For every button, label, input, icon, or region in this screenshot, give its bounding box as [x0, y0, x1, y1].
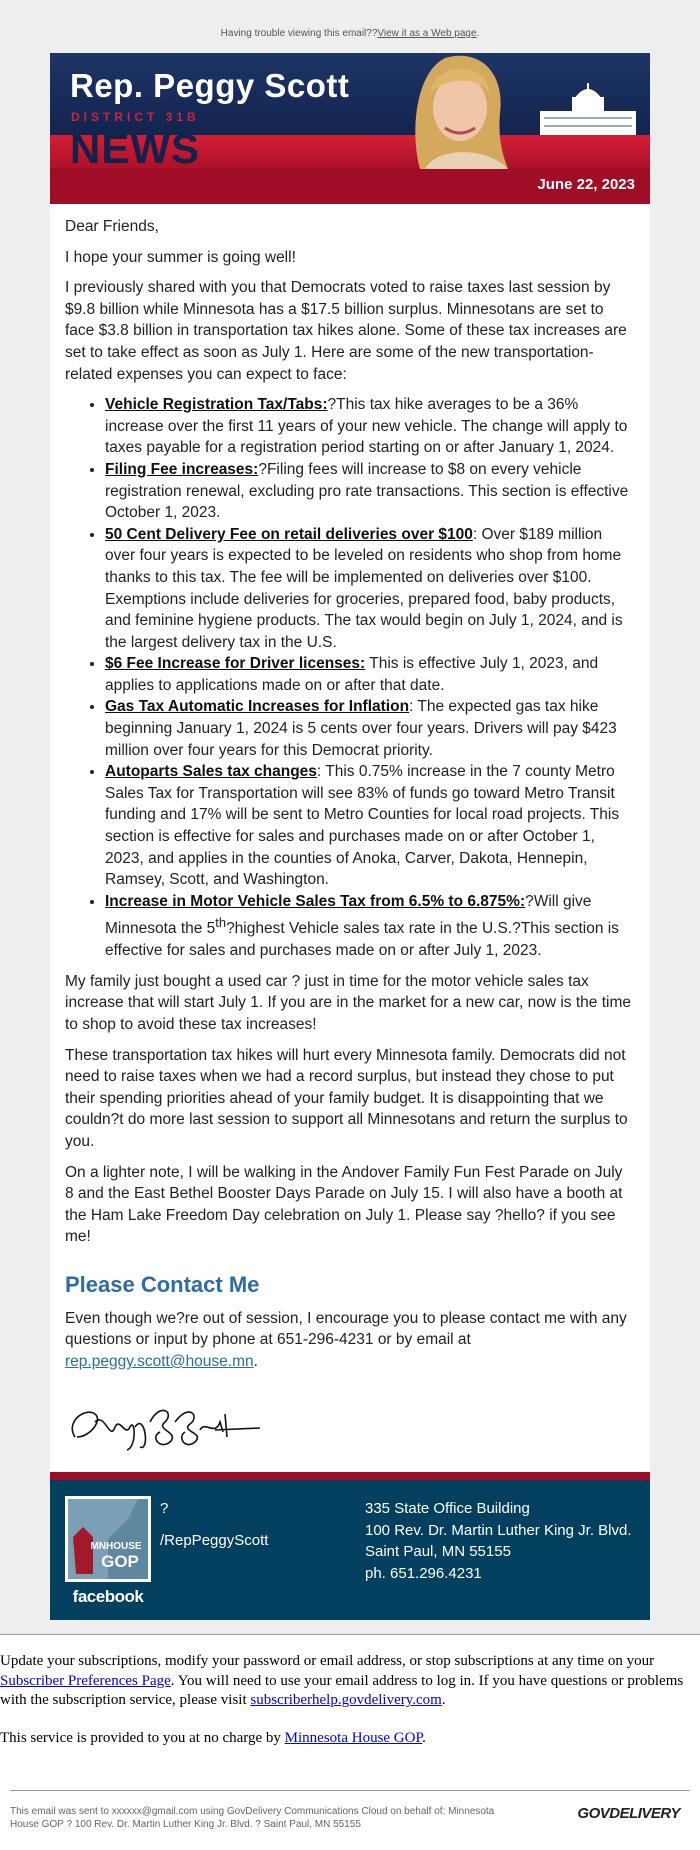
contact-paragraph — [65, 1308, 635, 1373]
address-line: 100 Rev. Dr. Martin Luther King Jr. Blvd. — [365, 1521, 632, 1539]
subscriber-preferences-link[interactable]: Subscriber Preferences Page — [0, 1672, 171, 1689]
contact-text: Even though we?re out of session, I encourage you to please contact me with any questions or input by phone at 651-296-4231 or by email at — [65, 1309, 627, 1349]
item-title: $6 Fee Increase for Driver licenses: — [105, 655, 366, 673]
subscription-paragraph — [0, 1652, 700, 1711]
email-container — [50, 53, 650, 1620]
paragraph: My family just bought a used car ? just in time for the motor vehicle sales tax increase that will start July 1. If you are in the market for a new car, now is the time to shop to avoid these tax increases! — [65, 972, 631, 1033]
item-text: ?Filing fees will increase to $8 on every vehicle registration renewal, excluding pro rate transactions. This section is effective October 1, 2023. — [105, 460, 629, 522]
item-title: Increase in Motor Vehicle Sales Tax from 6.5% to 6.875%: — [105, 892, 526, 910]
office-address — [365, 1498, 632, 1584]
svg-text:MNHOUSE: MNHOUSE — [90, 1541, 142, 1553]
text: Update your subscriptions, modify your password or email address, or stop subscriptions at any time on your — [0, 1653, 655, 1670]
view-online-bar — [0, 28, 700, 53]
rep-name: Rep. Peggy Scott — [70, 67, 350, 104]
facebook-label: facebook — [72, 1587, 144, 1607]
list-item — [105, 696, 635, 761]
trouble-text: Having trouble viewing this email?? — [220, 28, 378, 39]
footer-unknown-char: ? — [160, 1500, 169, 1518]
list-item — [105, 761, 635, 891]
address-line: 335 State Office Building — [365, 1500, 530, 1518]
paragraph: These transportation tax hikes will hurt every Minnesota family. Democrats did not need to raise taxes when we had a record surplus, but instead they chose to put their spending priorities ahead of your family budget. It is disappointing that we couldn?t do more last session to support all Minnesotans and return the surplus to you. — [65, 1046, 628, 1150]
list-item — [105, 653, 635, 696]
list-item — [105, 394, 635, 459]
greeting: Dear Friends, — [65, 218, 159, 235]
item-title: Autoparts Sales tax changes — [105, 763, 317, 781]
svg-text:GOP: GOP — [101, 1552, 139, 1572]
subscriber-help-link[interactable]: subscriberhelp.govdelivery.com — [250, 1692, 442, 1709]
item-text: ?Will give Minnesota the 5 — [105, 892, 592, 938]
item-text: : Over $189 million over four years is expected to be leveled on residents who shop from home thanks to this tax. The fee will be implemented on deliveries over $100. Exemptions include deliveries for groceries, prepared food, baby products, and feminine hygiene products. The tax would begin on July 1, 2024, and is the largest delivery tax in the U.S. — [105, 525, 623, 651]
paragraph: I previously shared with you that Democrats voted to raise taxes last session by $9.8 billion while Minnesota has a $17.5 billion surplus. Minnesotans are set to face $3.8 billion in transportation tax hikes alone. Some of these tax increases are set to take effect as soon as July 1. Here are some of the new transportation-related expenses you can expect to face: — [65, 279, 627, 383]
issue-date: June 22, 2023 — [537, 176, 635, 193]
list-item — [105, 524, 635, 654]
paragraph: On a lighter note, I will be walking in the Andover Family Fun Fest Parade on July 8 and the East Bethel Booster Days Parade on July 15. I will also have a booth at the Ham Lake Freedom Day celebration on July 1. Please say ?hello? if you see me! — [65, 1163, 623, 1246]
district: DISTRICT 31B — [71, 110, 200, 124]
bottom-disclaimer — [10, 1790, 690, 1850]
govdelivery-logo[interactable]: GOVDELIVERY — [577, 1805, 680, 1823]
item-text: This is effective July 1, 2023, and applies to applications made on or after that date. — [105, 655, 599, 694]
contact-heading: Please Contact Me — [65, 1271, 260, 1297]
text: . — [422, 1729, 426, 1746]
item-title: Filing Fee increases: — [105, 460, 259, 478]
address-line: Saint Paul, MN 55155 — [365, 1543, 511, 1561]
item-title: 50 Cent Delivery Fee on retail deliveries over $100 — [105, 525, 473, 543]
text: This service is provided to you at no charge by — [0, 1729, 285, 1746]
facebook-handle-link[interactable]: /RepPeggyScott — [160, 1532, 269, 1550]
phone: ph. 651.296.4231 — [365, 1564, 482, 1582]
period: . — [476, 28, 480, 39]
footer-contact — [50, 1472, 650, 1620]
email-link[interactable]: rep.peggy.scott@house.mn — [65, 1353, 254, 1371]
subscription-info — [0, 1634, 700, 1748]
tax-list — [65, 394, 635, 962]
item-title: Vehicle Registration Tax/Tabs: — [105, 396, 328, 414]
header-banner — [50, 53, 650, 204]
minnesota-house-gop-link[interactable]: Minnesota House GOP — [284, 1729, 423, 1746]
item-text: : The expected gas tax hike beginning January 1, 2024 is 5 cents over four years. Drivers will pay $423 million over four years for this Democrat priority. — [105, 698, 617, 759]
view-web-page-link[interactable]: View it as a Web page — [377, 28, 477, 39]
item-text: ?highest Vehicle sales tax rate in the U.S.?This section is effective for sales and purchases made on or after July 1, 2023. — [105, 920, 619, 960]
facebook-link[interactable] — [65, 1496, 151, 1614]
signature-image — [65, 1392, 265, 1454]
mn-house-gop-logo — [65, 1496, 151, 1582]
text: . You will need to use your email address to log in. If you have questions or problems with the subscription service, please visit — [0, 1672, 684, 1709]
capitol-icon — [540, 83, 636, 135]
service-paragraph — [0, 1729, 700, 1749]
item-title: Gas Tax Automatic Increases for Inflation — [105, 698, 410, 716]
period: . — [253, 1353, 258, 1371]
superscript: th — [215, 915, 227, 931]
portrait-photo — [390, 53, 530, 169]
list-item — [105, 891, 635, 962]
disclaimer-text: This email was sent to xxxxxx@gmail.com using GovDelivery Communications Cloud on behalf of: Minnesota House GOP ? 100 Rev. Dr. Martin Luther King Jr. Blvd. ? Saint Paul, MN 55155 — [10, 1806, 495, 1831]
item-text: ?This tax hike averages to be a 36% increase over the first 11 years of your new vehicle. The change will apply to taxes payable for a registration period starting on or after January 1, 2024. — [105, 396, 628, 457]
news-title: NEWS — [70, 125, 200, 172]
email-body — [50, 204, 650, 1472]
paragraph: I hope your summer is going well! — [65, 248, 296, 266]
item-text: : This 0.75% increase in the 7 county Metro Sales Tax for Transportation will see 83% of funds go toward Metro Transit funding and 17% will be sent to Metro Counties for local road projects. This section is effective for sales and purchases made on or after October 1, 2023, and applies in the counties of Anoka, Carver, Dakota, Hennepin, Ramsey, Scott, and Washington. — [105, 763, 620, 889]
text: . — [441, 1692, 446, 1709]
list-item — [105, 459, 635, 524]
